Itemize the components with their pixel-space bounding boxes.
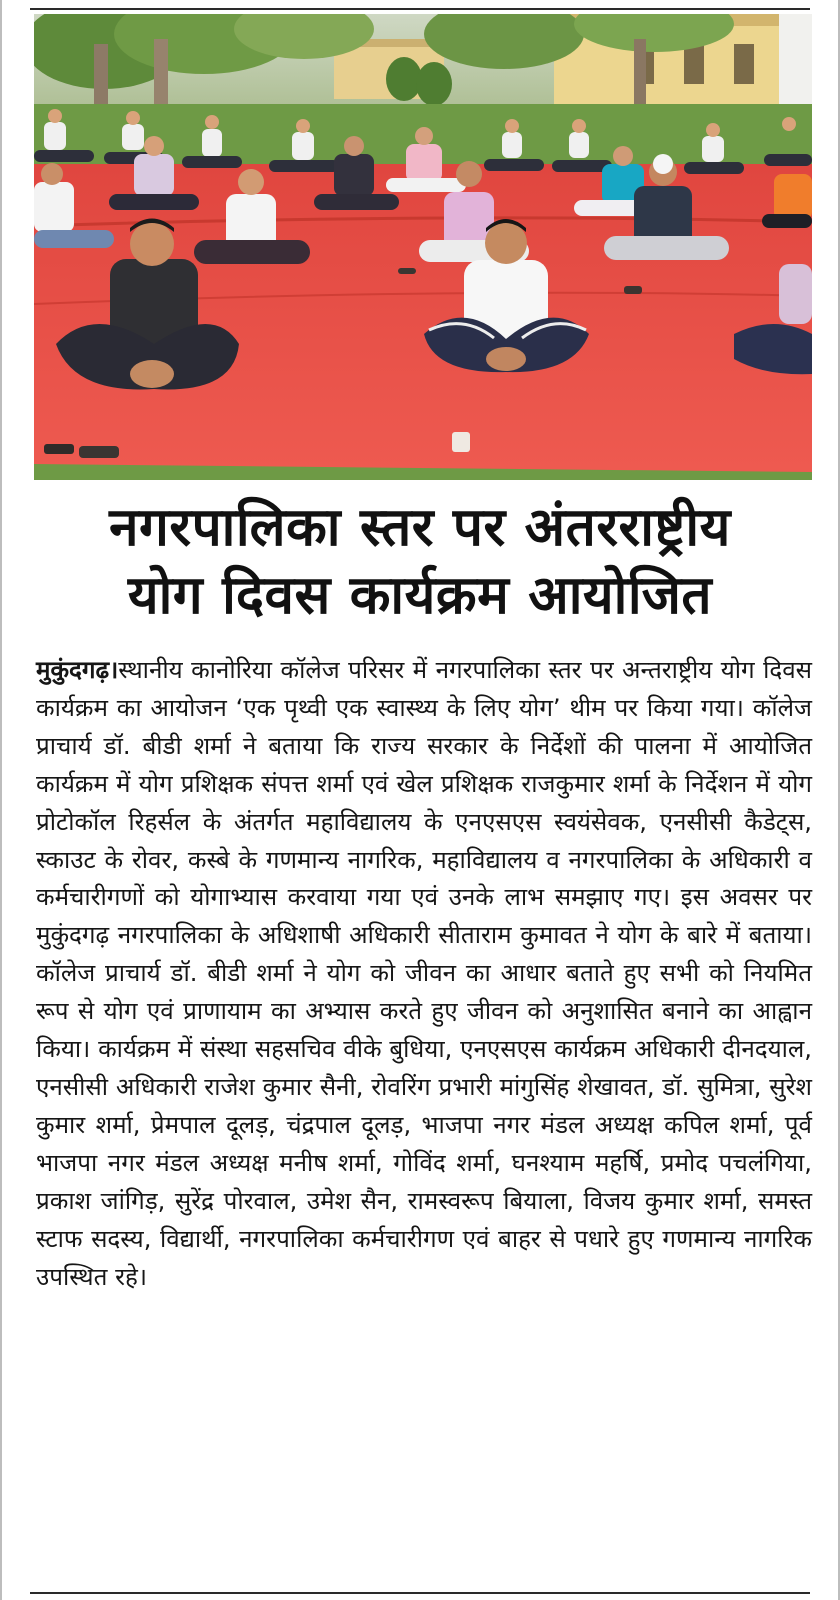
article-body: [36, 652, 812, 1296]
headline-line-2: योग दिवस कार्यक्रम आयोजित: [127, 565, 713, 626]
photo-illustration: [34, 14, 812, 480]
article-text: स्थानीय कानोरिया कॉलेज परिसर में नगरपालिका स्तर पर अन्तराष्ट्रीय योग दिवस कार्यक्रम का आयोजन ‘एक पृथ्वी एक स्वास्थ्य के लिए योग’ थीम पर किया गया। कॉलेज प्राचार्य डॉ. बीडी शर्मा ने बताया कि राज्य सरकार के निर्देशों की पालना में आयोजित कार्यक्रम में योग प्रशिक्षक संपत्त शर्मा एवं खेल प्रशिक्षक राजकुमार शर्मा के निर्देशन में योग प्रोटोकॉल रिहर्सल के अंतर्गत महाविद्यालय के एनएसएस स्वयंसेवक, एनसीसी कैडेट्स, स्काउट के रोवर, कस्बे के गणमान्य नागरिक, महाविद्यालय व नगरपालिका के अधिकारी व कर्मचारीगणों को योगाभ्यास करवाया गया एवं उनके लाभ समझाए गए। इस अवसर पर मुकुंदगढ़ नगरपालिका के अधिशाषी अधिकारी सीताराम कुमावत ने योग के बारे में बताया। कॉलेज प्राचार्य डॉ. बीडी शर्मा ने योग को जीवन का आधार बताते हुए सभी को नियमित रूप से योग एवं प्राणायाम का अभ्यास करते हुए जीवन को अनुशासित बनाने का आह्वान किया। कार्यक्रम में संस्था सहसचिव वीके बुधिया, एनएसएस कार्यक्रम अधिकारी दीनदयाल, एनसीसी अधिकारी राजेश कुमार सैनी, रोवरिंग प्रभारी मांगुसिंह शेखावत, डॉ. सुमित्रा, सुरेश कुमार शर्मा, प्रेमपाल दूलड़, चंद्रपाल दूलड़, भाजपा नगर मंडल अध्यक्ष कपिल शर्मा, पूर्व भाजपा नगर मंडल अध्यक्ष मनीष शर्मा, गोविंद शर्मा, घनश्याम महर्षि, प्रमोद पचलंगिया, प्रकाश जांगिड़, सुरेंद्र पोरवाल, उमेश सैन, रामस्वरूप बियाला, विजय कुमार शर्मा, समस्त स्टाफ सदस्य, विद्यार्थी, नगरपालिका कर्मचारीगण एवं बाहर से पधारे हुए गणमान्य नागरिक उपस्थित रहे।: [36, 656, 812, 1291]
dateline: मुकुंदगढ़।: [36, 656, 119, 684]
top-rule: [30, 8, 810, 10]
headline: [26, 494, 814, 630]
yoga-session-photo: [34, 14, 812, 480]
bottom-rule: [30, 1592, 810, 1594]
headline-line-1: नगरपालिका स्तर पर अंतरराष्ट्रीय: [109, 497, 731, 558]
